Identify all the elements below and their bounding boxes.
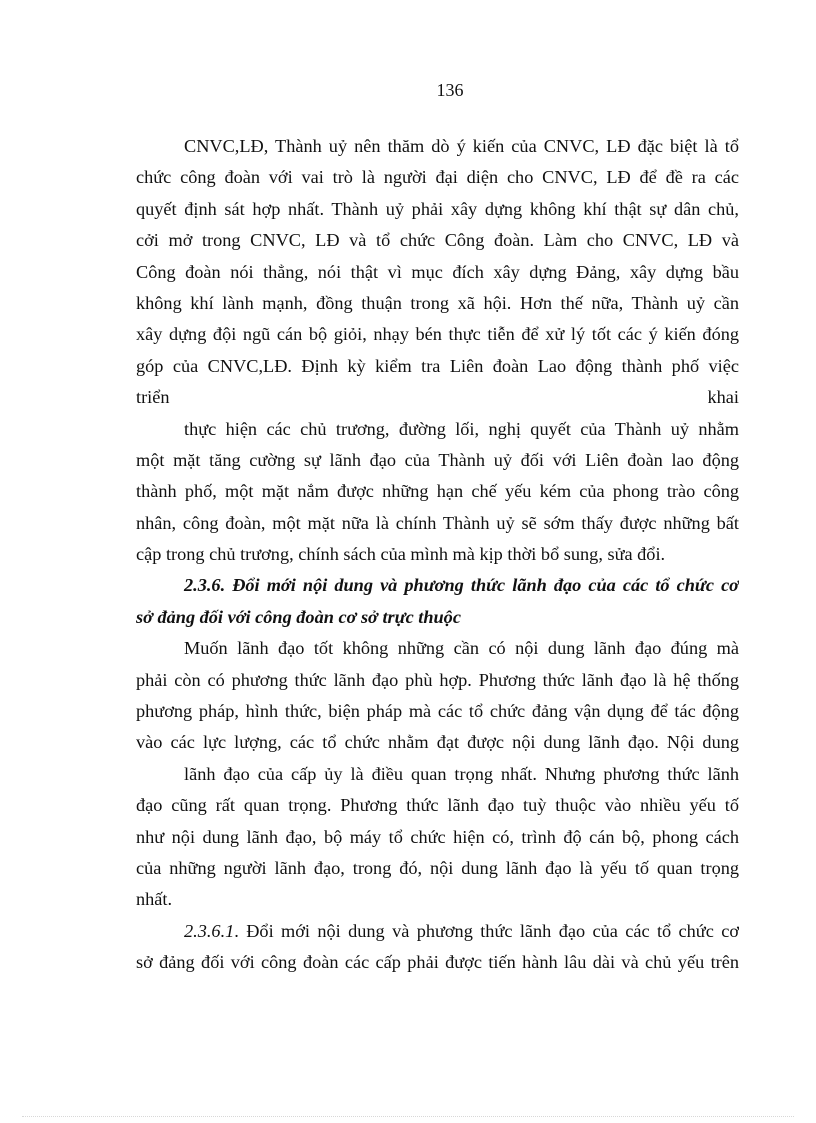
paragraph-line: vào các lực lượng, các tổ chức nhằm đạt được nội dung lãnh đạo. Nội dung <box>136 732 739 753</box>
paragraph-line: đạo cũng rất quan trọng. Phương thức lãnh đạo tuỳ thuộc vào nhiều yếu tố <box>136 795 739 816</box>
paragraph-line: quyết định sát hợp nhất. Thành uỷ phải xây dựng không khí thật sự dân chủ, <box>136 198 739 219</box>
paragraph-line: thực hiện các chủ trương, đường lối, nghị quyết của Thành uỷ nhằm <box>184 418 739 439</box>
paragraph-line: Công đoàn nói thẳng, nói thật vì mục đích xây dựng Đảng, xây dựng bầu <box>136 261 739 282</box>
split-line-right: khai <box>707 387 739 408</box>
paragraph-line: xây dựng đội ngũ cán bộ giỏi, nhạy bén thực tiễn để xử lý tốt các ý kiến đóng <box>136 324 739 345</box>
section-heading: sở đảng đối với công đoàn cơ sở trực thuộc <box>136 606 461 627</box>
paragraph-line: góp của CNVC,LĐ. Định kỳ kiểm tra Liên đoàn Lao động thành phố việc <box>136 355 739 376</box>
paragraph-line: Muốn lãnh đạo tốt không những cần có nội dung lãnh đạo đúng mà <box>184 638 739 659</box>
paragraph-line: phải còn có phương thức lãnh đạo phù hợp. Phương thức lãnh đạo là hệ thống <box>136 669 739 690</box>
paragraph-line: nhất. <box>136 889 173 910</box>
paragraph-line: cởi mở trong CNVC, LĐ và tổ chức Công đoàn. Làm cho CNVC, LĐ và <box>136 230 739 251</box>
section-heading: 2.3.6. Đổi mới nội dung và phương thức lãnh đạo của các tổ chức cơ <box>184 575 739 596</box>
split-line <box>136 382 739 413</box>
page-bottom-rule <box>22 1116 794 1117</box>
paragraph-line: một mặt tăng cường sự lãnh đạo của Thành uỷ đối với Liên đoàn lao động <box>136 449 739 470</box>
paragraph-line: lãnh đạo của cấp ủy là điều quan trọng nhất. Nhưng phương thức lãnh <box>184 763 739 784</box>
paragraph-line: phương pháp, hình thức, biện pháp mà các tổ chức đảng vận dụng để tác động <box>136 701 739 722</box>
paragraph-line: như nội dung lãnh đạo, bộ máy tổ chức hiện có, trình độ cán bộ, phong cách <box>136 826 739 847</box>
split-line-left: triển <box>136 387 170 408</box>
page-number: 136 <box>436 80 464 100</box>
paragraph-line <box>136 916 739 947</box>
paragraph-line: thành phố, một mặt nắm được những hạn chế yếu kém của phong trào công <box>136 481 739 502</box>
paragraph-line: CNVC,LĐ, Thành uỷ nên thăm dò ý kiến của CNVC, LĐ đặc biệt là tổ <box>184 136 739 156</box>
page-body <box>136 131 739 979</box>
paragraph-line: không khí lành mạnh, đồng thuận trong xã hội. Hơn thế nữa, Thành uỷ cần <box>136 292 739 313</box>
subsection-period: . <box>234 920 247 941</box>
paragraph-line: sở đảng đối với công đoàn các cấp phải được tiến hành lâu dài và chủ yếu trên <box>136 952 739 973</box>
paragraph-line: chức công đoàn với vai trò là người đại diện cho CNVC, LĐ để đề ra các <box>136 167 739 188</box>
subsection-text: Đổi mới nội dung và phương thức lãnh đạo của các tổ chức cơ <box>246 920 739 941</box>
paragraph-line: nhân, công đoàn, một mặt nữa là chính Thành uỷ sẽ sớm thấy được những bất <box>136 512 739 533</box>
paragraph-line: của những người lãnh đạo, trong đó, nội dung lãnh đạo là yếu tố quan trọng <box>136 857 739 878</box>
paragraph-line: cập trong chủ trương, chính sách của mình mà kịp thời bổ sung, sửa đổi. <box>136 544 666 565</box>
subsection-number: 2.3.6.1 <box>184 920 235 941</box>
